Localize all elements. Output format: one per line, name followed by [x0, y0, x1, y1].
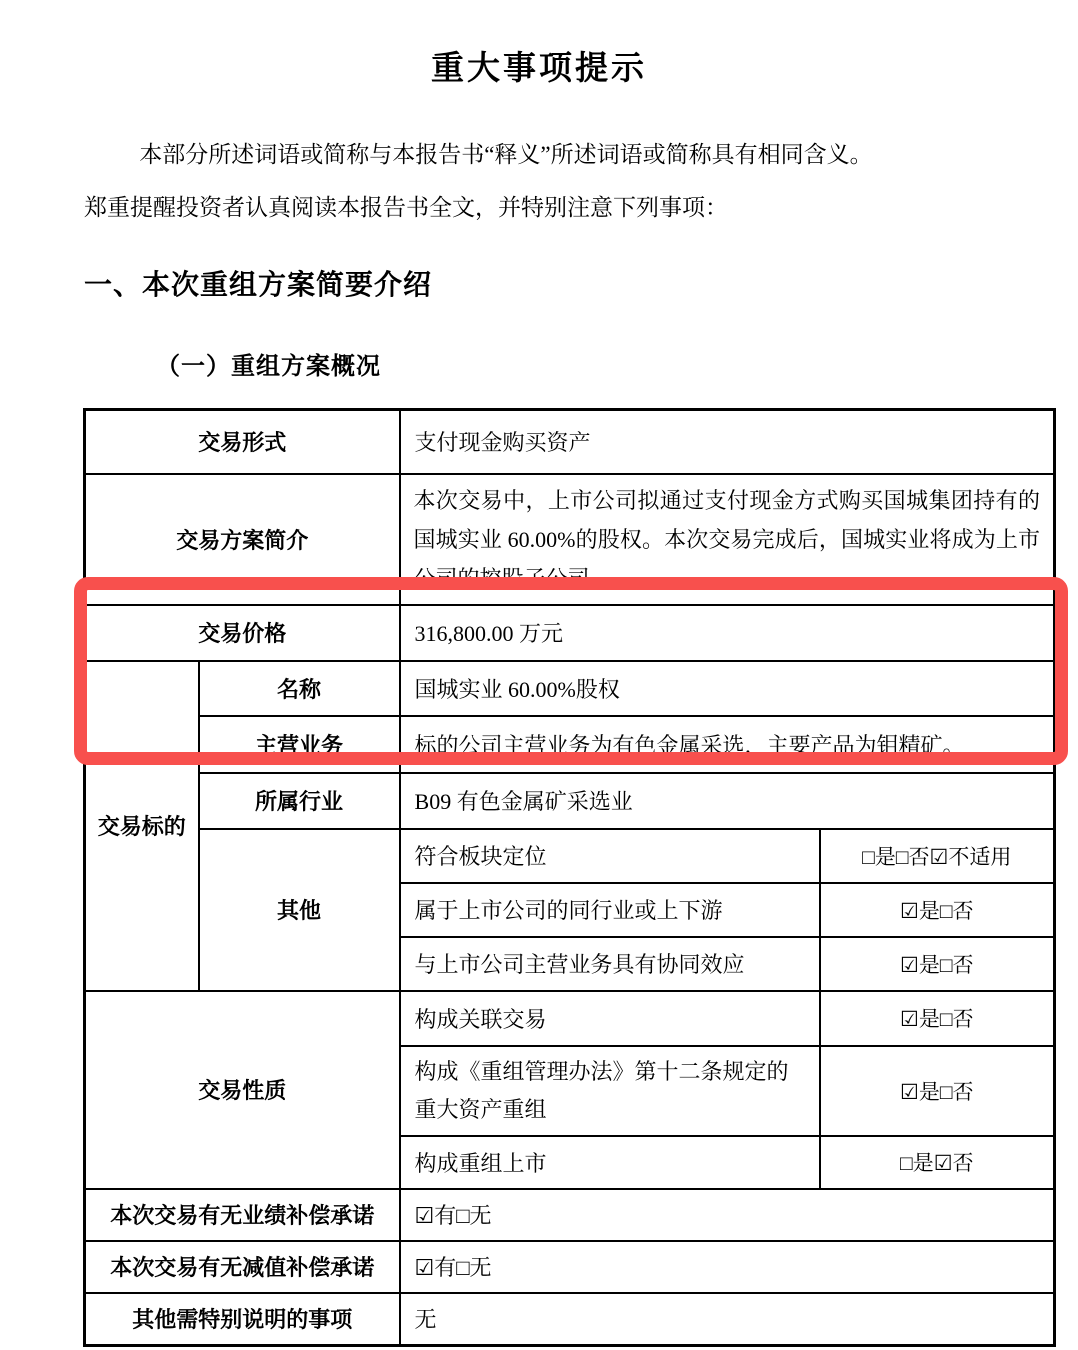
cell-main-business-label: 主营业务	[199, 716, 400, 773]
cell-same-industry-text: 属于上市公司的同行业或上下游	[400, 883, 820, 937]
cell-backdoor-listing-check: □是☑否	[820, 1136, 1055, 1189]
cell-target-name-label: 名称	[199, 661, 400, 716]
table-row	[85, 661, 1055, 716]
intro-line-1: 本部分所述词语或简称与本报告书“释义”所述词语或简称具有相同含义。	[139, 142, 873, 167]
table-row	[85, 991, 1055, 1046]
cell-target-name-value: 国城实业 60.00%股权	[400, 661, 1055, 716]
cell-price-label: 交易价格	[85, 605, 400, 661]
table-row	[85, 410, 1055, 474]
cell-major-restructuring-check: ☑是□否	[820, 1046, 1055, 1136]
cell-same-industry-check: ☑是□否	[820, 883, 1055, 937]
intro-paragraph	[84, 128, 1039, 234]
cell-related-transaction-check: ☑是□否	[820, 991, 1055, 1046]
table-row	[85, 474, 1055, 605]
cell-synergy-check: ☑是□否	[820, 937, 1055, 991]
cell-target-label: 交易标的	[85, 661, 199, 991]
restructuring-summary-table	[83, 408, 1056, 1347]
cell-performance-commitment-value: ☑有□无	[400, 1189, 1055, 1241]
cell-major-restructuring-text: 构成《重组管理办法》第十二条规定的重大资产重组	[400, 1046, 820, 1136]
cell-impairment-commitment-value: ☑有□无	[400, 1241, 1055, 1293]
table-row	[85, 1189, 1055, 1241]
cell-industry-label: 所属行业	[199, 773, 400, 829]
intro-line-2: 郑重提醒投资者认真阅读本报告书全文，并特别注意下列事项：	[84, 195, 728, 220]
cell-transaction-form-value: 支付现金购买资产	[400, 410, 1055, 474]
cell-board-positioning-text: 符合板块定位	[400, 829, 820, 883]
cell-performance-commitment-label: 本次交易有无业绩补偿承诺	[85, 1189, 400, 1241]
table-row	[85, 829, 1055, 883]
cell-related-transaction-text: 构成关联交易	[400, 991, 820, 1046]
table-row	[85, 605, 1055, 661]
table-row	[85, 1241, 1055, 1293]
cell-nature-label: 交易性质	[85, 991, 400, 1189]
cell-backdoor-listing-text: 构成重组上市	[400, 1136, 820, 1189]
page-title: 重大事项提示	[431, 49, 647, 86]
table-row	[85, 773, 1055, 829]
cell-synergy-text: 与上市公司主营业务具有协同效应	[400, 937, 820, 991]
cell-price-value: 316,800.00 万元	[400, 605, 1055, 661]
table-row	[85, 1293, 1055, 1346]
table-row	[85, 716, 1055, 773]
subsection-heading: （一）重组方案概况	[156, 353, 381, 380]
section-heading: 一、本次重组方案简要介绍	[84, 269, 433, 300]
cell-main-business-value: 标的公司主营业务为有色金属采选，主要产品为钼精矿。	[400, 716, 1055, 773]
cell-other-notes-value: 无	[400, 1293, 1055, 1346]
cell-transaction-form-label: 交易形式	[85, 410, 400, 474]
cell-other-notes-label: 其他需特别说明的事项	[85, 1293, 400, 1346]
cell-plan-summary-label: 交易方案简介	[85, 474, 400, 605]
cell-board-positioning-check: □是□否☑不适用	[820, 829, 1055, 883]
cell-industry-value: B09 有色金属矿采选业	[400, 773, 1055, 829]
cell-other-label: 其他	[199, 829, 400, 991]
cell-plan-summary-value: 本次交易中，上市公司拟通过支付现金方式购买国城集团持有的国城实业 60.00%的股权。本次交易完成后，国城实业将成为上市公司的控股子公司。	[400, 474, 1055, 605]
cell-impairment-commitment-label: 本次交易有无减值补偿承诺	[85, 1241, 400, 1293]
